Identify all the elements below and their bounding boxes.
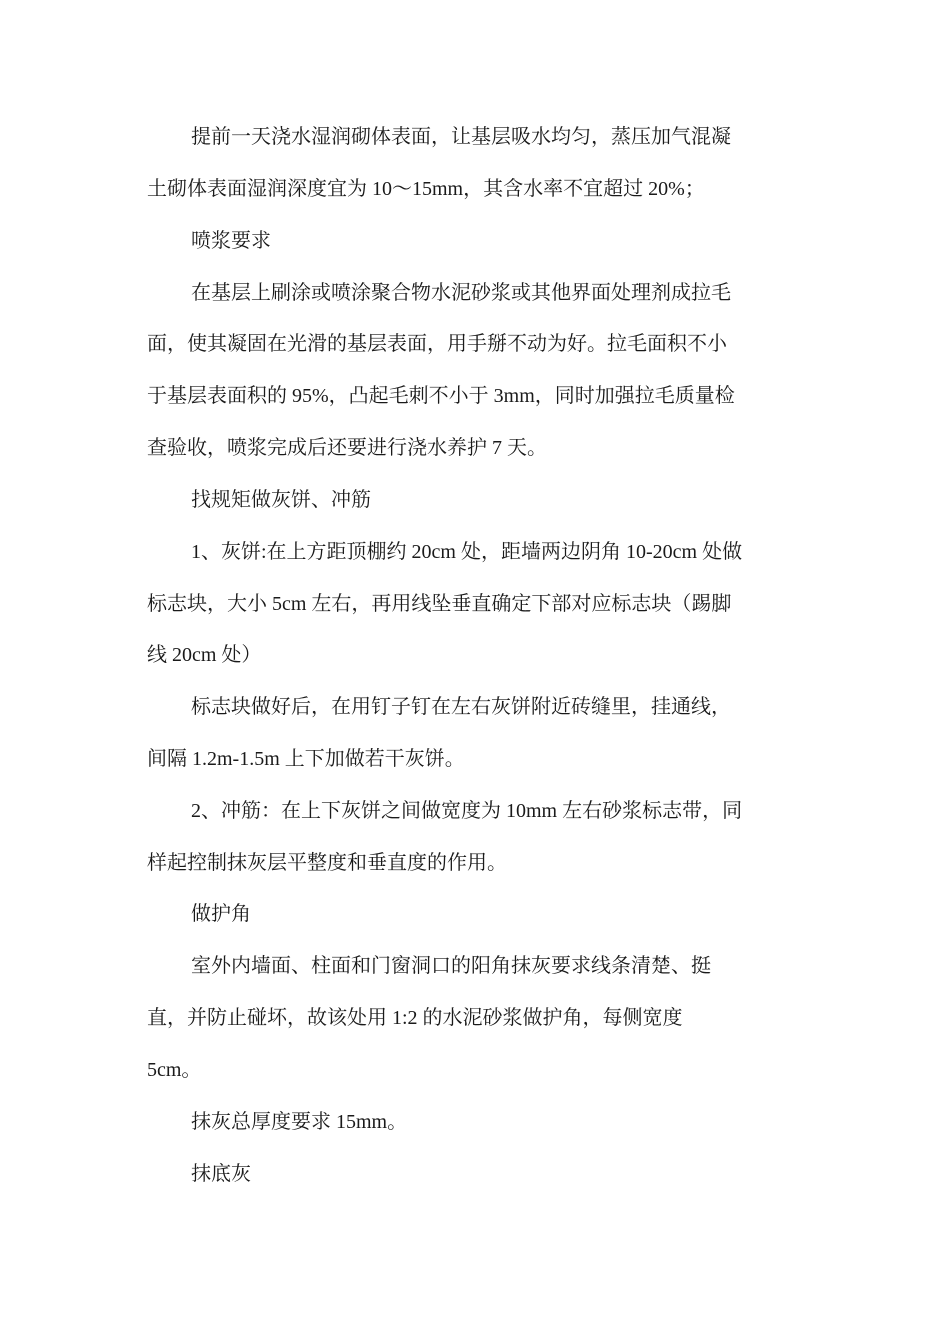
- section-heading: 喷浆要求: [191, 230, 271, 252]
- section-heading: 抹底灰: [191, 1163, 251, 1185]
- paragraph-line: 土砌体表面湿润深度宜为 10～15mm，其含水率不宜超过 20%；: [147, 178, 705, 200]
- section-heading: 找规矩做灰饼、冲筋: [191, 489, 371, 511]
- paragraph-line: 2、冲筋：在上下灰饼之间做宽度为 10mm 左右砂浆标志带，同: [191, 800, 743, 822]
- paragraph-line: 提前一天浇水湿润砌体表面，让基层吸水均匀，蒸压加气混凝: [191, 126, 731, 148]
- section-heading: 做护角: [191, 903, 251, 925]
- paragraph-line: 标志块，大小 5cm 左右，再用线坠垂直确定下部对应标志块（踢脚: [147, 593, 732, 615]
- paragraph-line: 在基层上刷涂或喷涂聚合物水泥砂浆或其他界面处理剂成拉毛: [191, 282, 731, 304]
- paragraph-line: 标志块做好后，在用钉子钉在左右灰饼附近砖缝里，挂通线，: [191, 696, 731, 718]
- paragraph-line: 查验收，喷浆完成后还要进行浇水养护 7 天。: [147, 437, 547, 459]
- paragraph-line: 5cm。: [147, 1059, 202, 1081]
- paragraph-line: 线 20cm 处）: [147, 644, 262, 666]
- paragraph-line: 于基层表面积的 95%，凸起毛刺不小于 3mm，同时加强拉毛质量检: [147, 385, 735, 407]
- paragraph-line: 样起控制抹灰层平整度和垂直度的作用。: [147, 852, 507, 874]
- paragraph-line: 室外内墙面、柱面和门窗洞口的阳角抹灰要求线条清楚、挺: [191, 955, 711, 977]
- paragraph-line: 抹灰总厚度要求 15mm。: [191, 1111, 408, 1133]
- paragraph-line: 面，使其凝固在光滑的基层表面，用手掰不动为好。拉毛面积不小: [147, 333, 727, 355]
- paragraph-line: 直，并防止碰坏，故该处用 1:2 的水泥砂浆做护角，每侧宽度: [147, 1007, 683, 1029]
- paragraph-line: 1、灰饼:在上方距顶棚约 20cm 处，距墙两边阴角 10-20cm 处做: [191, 541, 743, 563]
- paragraph-line: 间隔 1.2m-1.5m 上下加做若干灰饼。: [147, 748, 465, 770]
